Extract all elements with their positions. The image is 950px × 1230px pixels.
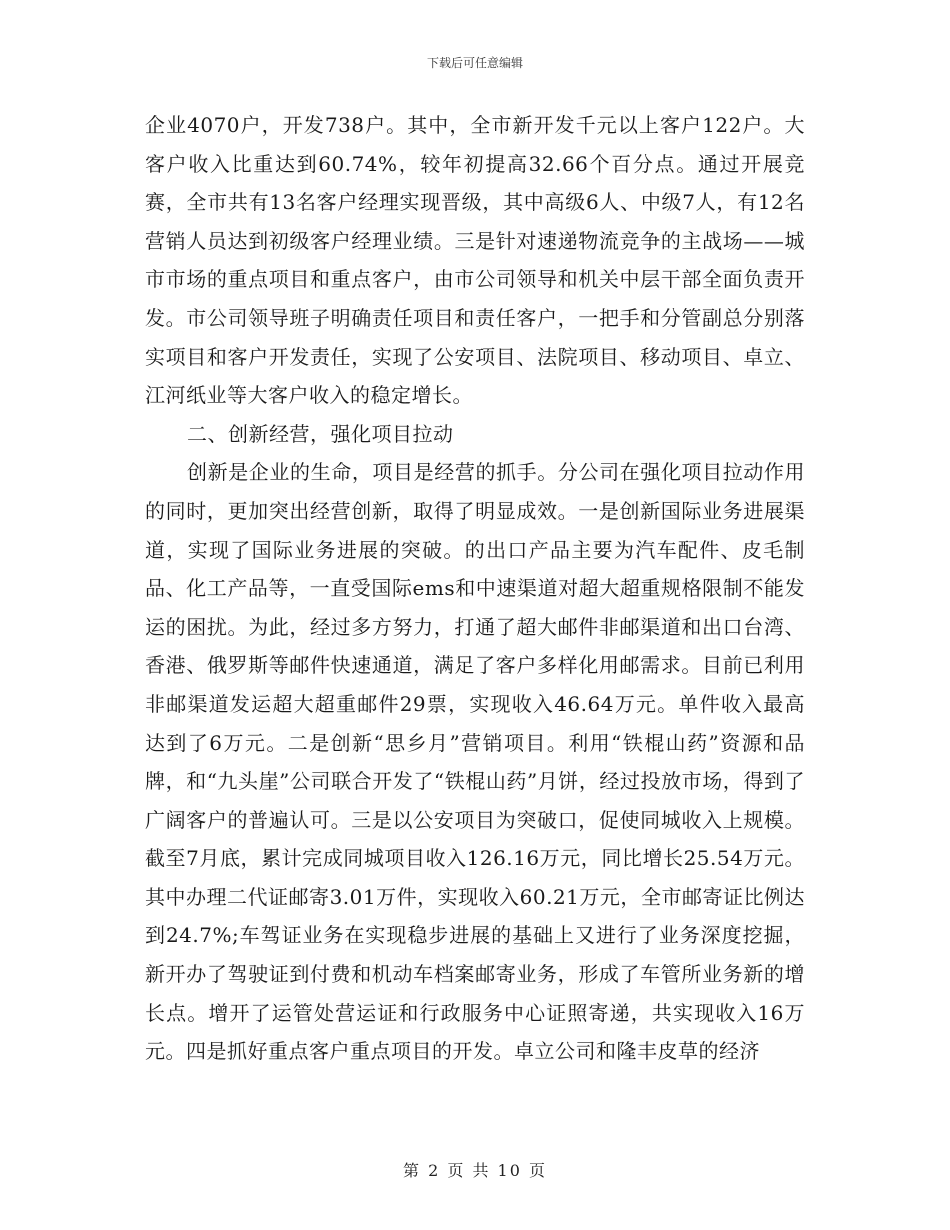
page-footer: 第 2 页 共 10 页: [403, 1161, 547, 1180]
page-header: 下载后可任意编辑: [426, 56, 523, 70]
document-body: [145, 106, 805, 1071]
section-heading: 二、创新经营，强化项目拉动: [187, 421, 454, 446]
paragraph-1: 企业4070户，开发738户。其中，全市新开发千元以上客户122户。大客户收入比重达到60.74%，较年初提高32.66个百分点。通过开展竞赛，全市共有13名客户经理实现晋级，其中高级6人、中级7人，有12名营销人员达到初级客户经理业绩。三是针对速递物流竞争的主战场——城市市场的重点项目和重点客户，由市公司领导和机关中层干部全面负责开发。市公司领导班子明确责任项目和责任客户，一把手和分管副总分别落实项目和客户开发责任，实现了公安项目、法院项目、移动项目、卓立、江河纸业等大客户收入的稳定增长。: [145, 113, 805, 408]
paragraph-2: 创新是企业的生命，项目是经营的抓手。分公司在强化项目拉动作用的同时，更加突出经营创新，取得了明显成效。一是创新国际业务进展渠道，实现了国际业务进展的突破。的出口产品主要为汽车配件、皮毛制品、化工产品等，一直受国际ems和中速渠道对超大超重规格限制不能发运的困扰。为此，经过多方努力，打通了超大邮件非邮渠道和出口台湾、香港、俄罗斯等邮件快速通道，满足了客户多样化用邮需求。目前已利用非邮渠道发运超大超重邮件29票，实现收入46.64万元。单件收入最高达到了6万元。二是创新“思乡月”营销项目。利用“铁棍山药”资源和品牌，和“九头崖”公司联合开发了“铁棍山药”月饼，经过投放市场，得到了广阔客户的普遍认可。三是以公安项目为突破口，促使同城收入上规模。截至7月底，累计完成同城项目收入126.16万元，同比增长25.54万元。其中办理二代证邮寄3.01万件，实现收入60.21万元，全市邮寄证比例达到24.7%;车驾证业务在实现稳步进展的基础上又进行了业务深度挖掘，新开办了驾驶证到付费和机动车档案邮寄业务，形成了车管所业务新的增长点。增开了运管处营运证和行政服务中心证照寄递，共实现收入16万元。四是抓好重点客户重点项目的开发。卓立公司和隆丰皮草的经济: [145, 460, 805, 1064]
